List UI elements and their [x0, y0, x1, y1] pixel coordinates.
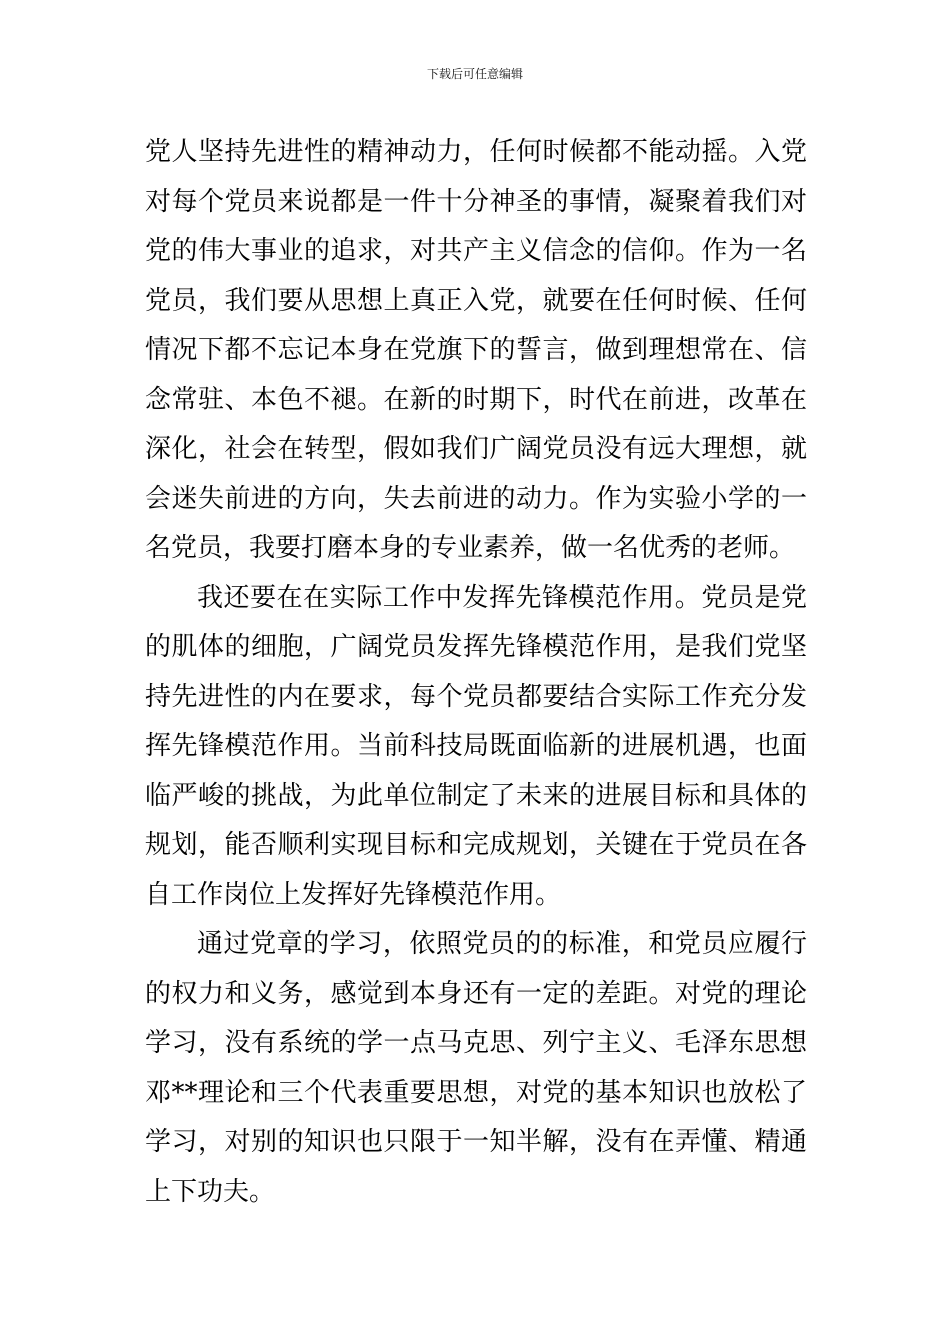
paragraph-start-line: 通过党章的学习，依照党员的的标准，和党员应履行	[197, 929, 807, 959]
text-line: 党员，我们要从思想上真正入党，就要在任何时候、任何	[145, 285, 807, 316]
text-line: 党的伟大事业的追求，对共产主义信念的信仰。作为一名	[145, 236, 807, 266]
text-line: 党人坚持先进性的精神动力，任何时候都不能动摇。入党	[145, 137, 807, 167]
text-line: 名党员，我要打磨本身的专业素养，做一名优秀的老师。	[145, 533, 796, 563]
text-line: 临严峻的挑战，为此单位制定了未来的进展目标和具体的	[145, 780, 807, 811]
header-note: 下载后可任意编辑	[426, 67, 523, 81]
text-line: 对每个党员来说都是一件十分神圣的事情，凝聚着我们对	[145, 186, 807, 217]
text-line: 情况下都不忘记本身在党旗下的誓言，做到理想常在、信	[145, 335, 807, 365]
text-line: 念常驻、本色不褪。在新的时期下，时代在前进，改革在	[145, 384, 807, 415]
text-line: 的肌体的细胞，广阔党员发挥先锋模范作用，是我们党坚	[145, 632, 807, 662]
text-line: 上下功夫。	[145, 1176, 276, 1207]
text-line: 会迷失前进的方向，失去前进的动力。作为实验小学的一	[145, 483, 807, 514]
text-line: 挥先锋模范作用。当前科技局既面临新的进展机遇，也面	[145, 731, 807, 761]
body-text	[145, 128, 807, 1217]
text-line: 学习，对别的知识也只限于一知半解，没有在弄懂、精通	[145, 1127, 807, 1157]
text-line: 的权力和义务，感觉到本身还有一定的差距。对党的理论	[145, 978, 807, 1009]
text-line: 自工作岗位上发挥好先锋模范作用。	[145, 879, 562, 910]
text-line: 学习，没有系统的学一点马克思、列宁主义、毛泽东思想	[145, 1028, 807, 1058]
text-line: 持先进性的内在要求，每个党员都要结合实际工作充分发	[145, 681, 807, 712]
text-line: 深化，社会在转型，假如我们广阔党员没有远大理想，就	[145, 434, 807, 464]
text-line: 规划，能否顺利实现目标和完成规划，关键在于党员在各	[145, 830, 807, 860]
paragraph-start-line: 我还要在在实际工作中发挥先锋模范作用。党员是党	[197, 582, 807, 613]
text-line: 邓**理论和三个代表重要思想，对党的基本知识也放松了	[145, 1077, 807, 1108]
